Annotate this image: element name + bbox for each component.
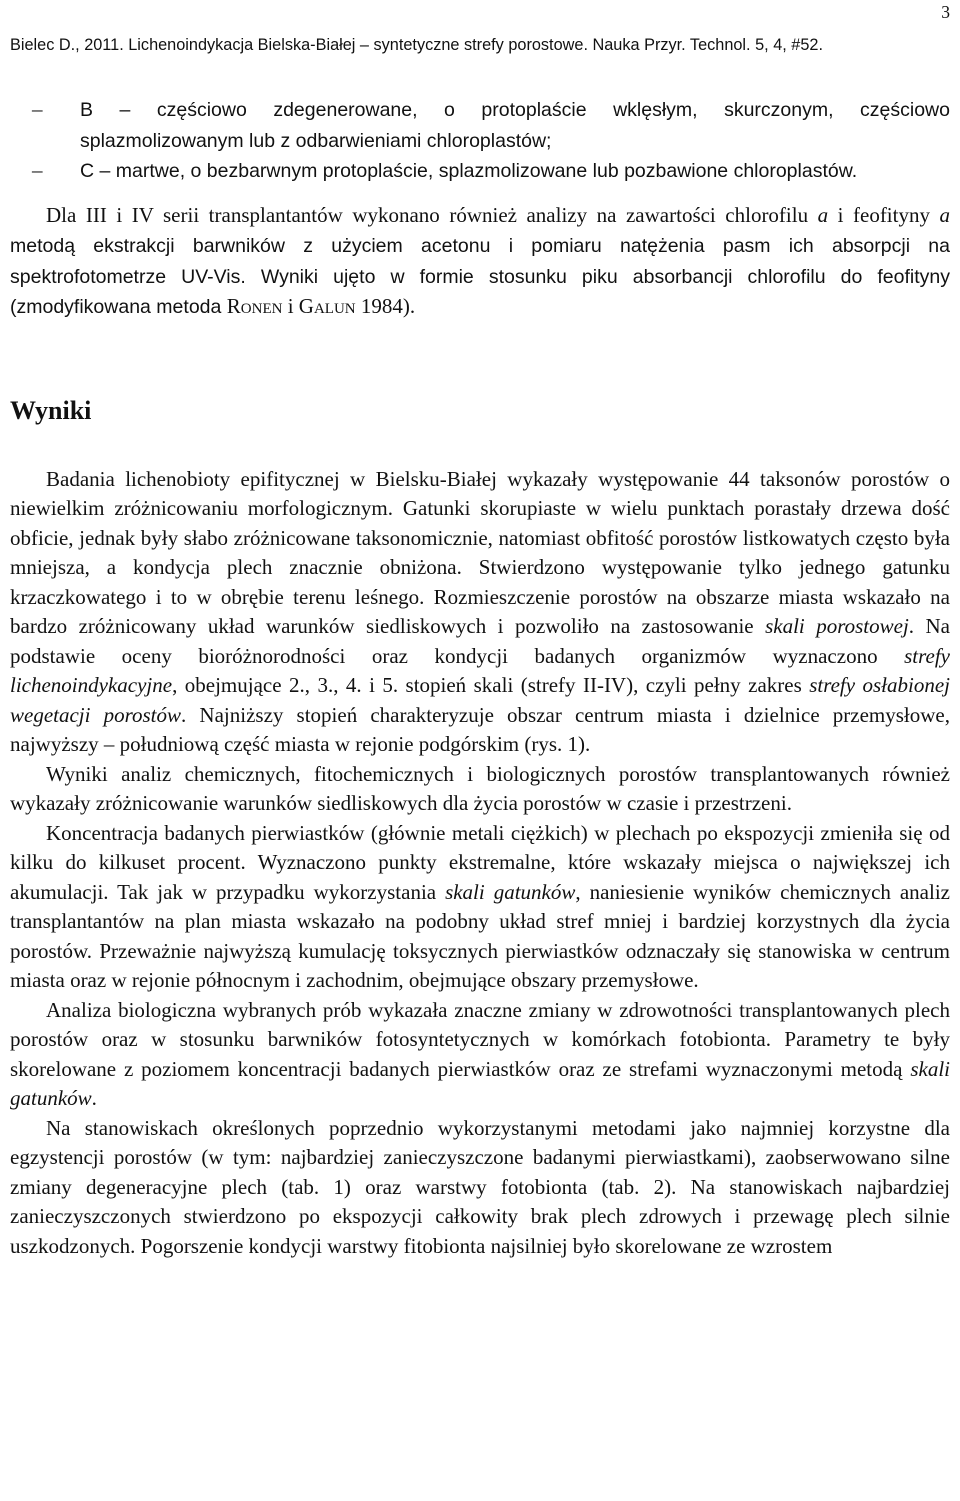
list-dash: – [32, 158, 43, 182]
list-item-c [10, 156, 950, 187]
text: Analiza biologiczna wybranych prób wykazała znaczne zmiany w zdrowotności transplantowanych plech porostów oraz w stosunku barwników fotosyntetycznych w komórkach fotobionta. Parametry te były skorelowane z poziomem koncentracji badanych pierwiastków oraz ze strefami wyznaczonymi metodą [10, 997, 950, 1081]
paragraph-results-1 [10, 465, 950, 760]
text: . [91, 1086, 97, 1110]
text: , naniesienie wyników chemicznych analiz transplantantów na plan miasta wskazało na podobny układ stref mniej i bardziej korzystnych dla życia porostów. Przeważnie najwyższą kumulację toksycznych pierwiastków odznaczały się stanowiska w centrum miasta oraz w rejonie północnym i zachodnim, obejmujące obszary przemysłowe. [10, 879, 950, 992]
article-body [10, 95, 950, 1261]
text: , obejmujące 2., 3., 4. i 5. stopień skali (strefy II-IV), czyli pełny zakres [172, 673, 810, 697]
text: . Najniższy stopień charakteryzuje obszar centrum miasta i dzielnice przemysłowe, najwyższy – południową część miasta w rejonie podgórskim (rys. 1). [10, 702, 950, 756]
section-heading: Wyniki [10, 395, 92, 425]
text: Dla III i IV serii transplantantów wykonano również analizy na zawartości chlorofilu [46, 202, 818, 227]
text: Wyniki analiz chemicznych, fitochemicznych i biologicznych porostów transplantowanych również wykazały zróżnicowanie warunków siedliskowych dla życia porostów w czasie i przestrzeni. [10, 761, 950, 815]
italic-term: skali gatunków [445, 879, 576, 904]
author-name: Galun [298, 294, 356, 318]
text: Na stanowiskach określonych poprzednio wykorzystanymi metodami jako najmniej korzystne dla egzystencji porostów (w tym: najbardziej zanieczyszczone badanymi pierwiastkami), zaobserwowano silne zmiany degeneracyjne plech (tab. 1) oraz warstwy fotobionta (tab. 2). Na stanowiskach najbardziej zanieczyszczonych stwierdzono po ekspozycji całkowity brak plech zdrowych i przewagę plech silnie uszkodzonych. Pogorszenie kondycji warstwy fitobionta najsilniej było skorelowane ze wzrostem [10, 1115, 950, 1258]
italic-symbol: a [939, 202, 950, 227]
text: i [282, 294, 299, 318]
list-item-b [10, 95, 950, 156]
text: Koncentracja badanych pierwiastków (głównie metali ciężkich) w plechach po ekspozycji zmieniła się od kilku do kilkuset procent. Wyznaczono punkty ekstremalne, które wskazały miejsca o największej ich akumulacji. Tak jak w przypadku wykorzystania [10, 820, 950, 904]
author-name: Ronen [226, 294, 283, 318]
page-number: 3 [941, 2, 950, 22]
paragraph-methods [10, 201, 950, 323]
italic-term: skali gatunków [10, 1056, 950, 1110]
italic-term: skali porostowej [765, 614, 909, 638]
list-item-text: C – martwe, o bezbarwnym protoplaście, splazmolizowane lub pozbawione chloroplastów. [80, 160, 858, 182]
text: 1984). [355, 294, 416, 318]
text: i feofityny [828, 202, 940, 227]
paragraph-results-5 [10, 1114, 950, 1262]
text: . Na podstawie oceny bioróżnorodności oraz kondycji badanych organizmów wyznaczono [10, 614, 950, 668]
list-item-text: B – częściowo zdegenerowane, o protoplaście wklęsłym, skurczonym, częściowo splazmolizowanym lub z odbarwieniami chloroplastów; [80, 99, 950, 152]
running-header: Bielec D., 2011. Lichenoindykacja Bielska-Białej – syntetyczne strefy porostowe. Nauka Przyr. Technol. 5, 4, #52. [10, 36, 823, 54]
italic-symbol: a [817, 202, 829, 227]
text: metodą ekstrakcji barwników z użyciem acetonu i pomiaru natężenia pasm ich absorpcji na spektrofotometrze UV-Vis. Wyniki ujęto w formie stosunku piku absorbancji chlorofilu do feofityny (zmodyfikowana metoda [10, 235, 950, 318]
italic-term: strefy lichenoindykacyjne [10, 643, 950, 697]
paragraph-results-2 [10, 760, 950, 819]
paragraph-results-4 [10, 996, 950, 1114]
italic-term: strefy osłabionej wegetacji porostów [10, 673, 950, 727]
text: Badania lichenobioty epifitycznej w Bielsku-Białej wykazały występowanie 44 taksonów porostów o niewielkim zróżnicowaniu morfologicznym. Gatunki skorupiaste w wielu punktach porastały drzewa dość obficie, jednak były słabo zróżnicowane taksonomicznie, natomiast obfitość porostów listkowatych często była mniejsza, a kondycja plech znacznie obniżona. Stwierdzono występowanie tylko jednego gatunku krzaczkowatego i to w obrębie terenu leśnego. Rozmieszczenie porostów na obszarze miasta wskazało na bardzo zróżnicowany układ warunków siedliskowych i pozwoliło na zastosowanie [10, 466, 950, 638]
paragraph-results-3 [10, 819, 950, 996]
list-dash: – [32, 97, 43, 121]
